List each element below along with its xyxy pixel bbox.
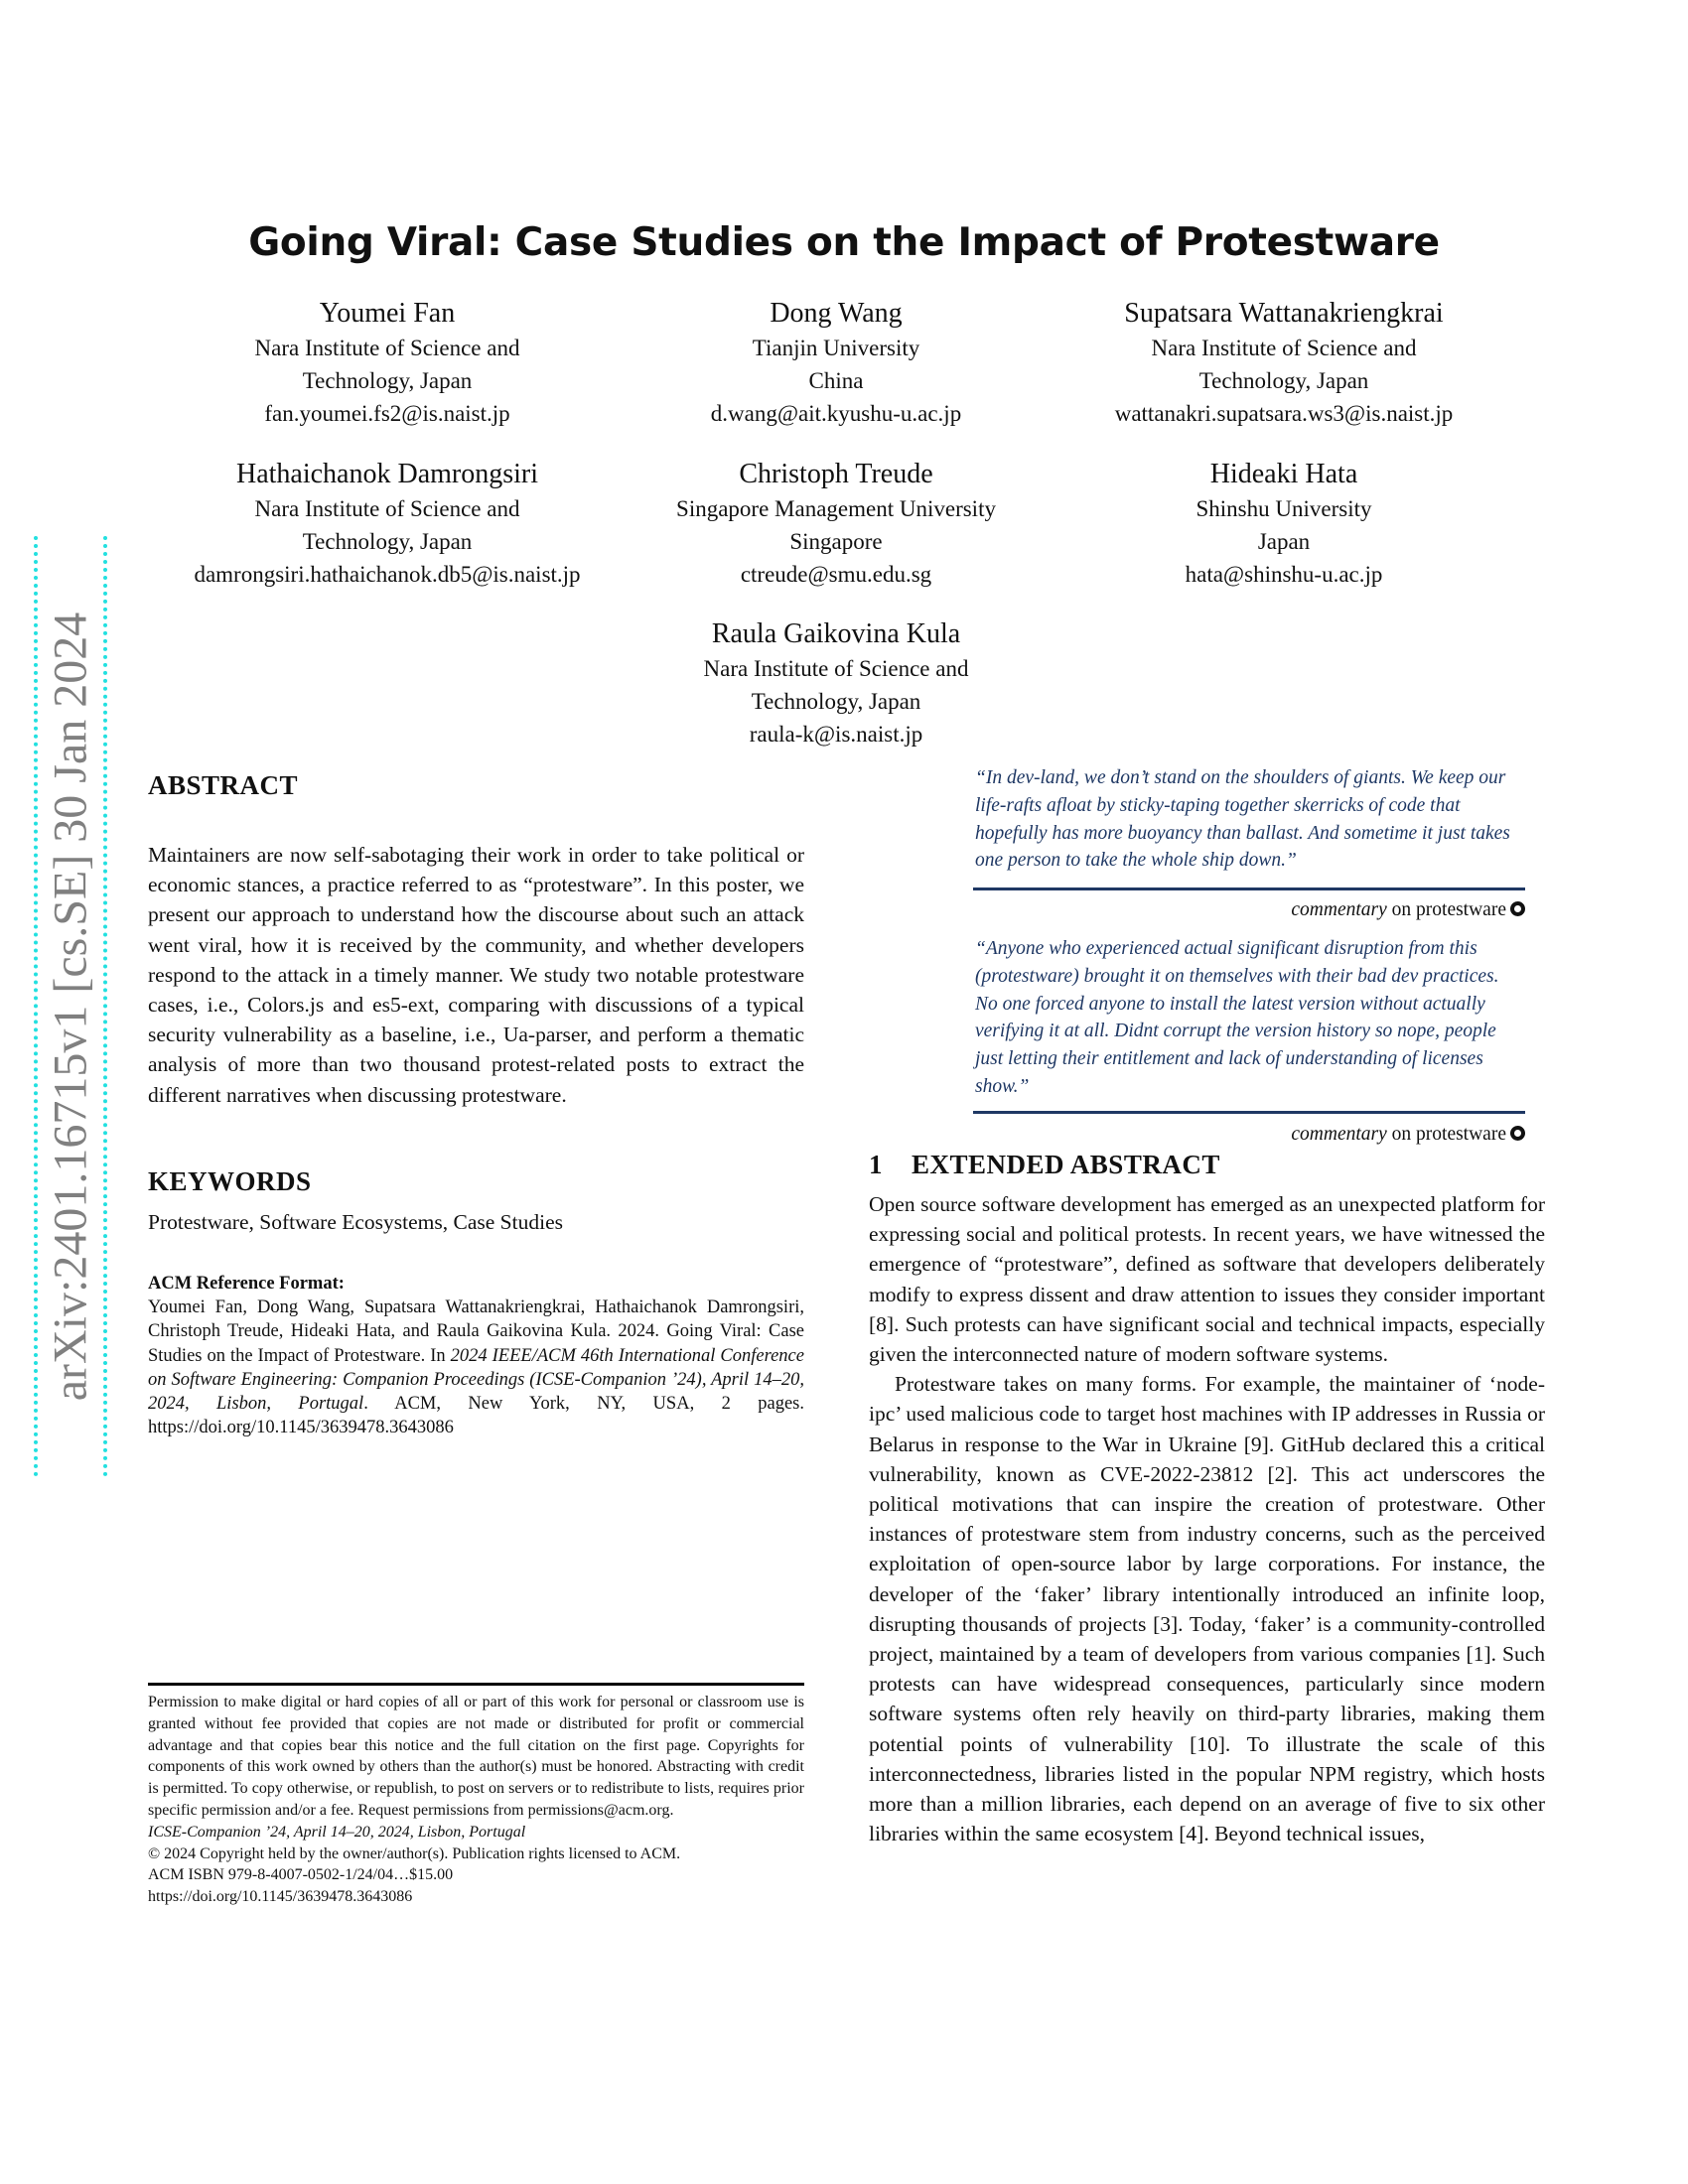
acm-reference-heading: ACM Reference Format:	[148, 1274, 345, 1294]
permission-notice: Permission to make digital or hard copies of all or part of this work for personal or classroom use is granted without fee provided that copies are not made or distributed for profit or commercial advantage and that copies bear this notice and the full citation on the first page. Copyrights for components of this work owned by others than the author(s) must be honored. Abstracting with credit is permitted. To copy otherwise, or republish, to post on servers or to redistribute to lists, requires prior specific permission and/or a fee. Request permissions from permissions@acm.org.	[148, 1694, 804, 1819]
author-affiliation: Japan	[1257, 529, 1311, 554]
author-affiliation: Technology, Japan	[751, 689, 921, 714]
quote-1: “In dev-land, we don’t stand on the shoulders of giants. We keep our life-rafts afloat by sticky-taping together skerricks of code that hopefully has more buoyancy than ballast. And sometime it just takes one person to take the whole ship down.”	[975, 767, 1510, 872]
copyright-line: © 2024 Copyright held by the owner/author(s). Publication rights licensed to ACM.	[148, 1844, 681, 1862]
keywords-heading: KEYWORDS	[148, 1166, 312, 1196]
author-affiliation: Singapore	[789, 529, 883, 554]
author-email: damrongsiri.hathaichanok.db5@is.naist.jp	[194, 562, 581, 587]
author-block	[578, 616, 1094, 751]
author-block	[1026, 296, 1542, 430]
venue-line: ICSE-Companion ’24, April 14–20, 2024, Lisbon, Portugal	[148, 1823, 526, 1841]
author-name: Hideaki Hata	[1209, 459, 1358, 489]
quote-rule	[973, 887, 1525, 890]
arxiv-stamp	[34, 536, 107, 1477]
author-email: wattanakri.supatsara.ws3@is.naist.jp	[1114, 401, 1454, 426]
author-name: Hathaichanok Damrongsiri	[235, 459, 539, 489]
acm-reference-venue: 2024 IEEE/ACM 46th International Conference on Software Engineering: Companion Proceedings (ICSE-Companion ’24), April 14–20, 2024, Lisbon, Portugal	[148, 1345, 804, 1415]
author-affiliation: Technology, Japan	[1198, 368, 1369, 393]
isbn-line: ACM ISBN 979-8-4007-0502-1/24/04…$15.00	[148, 1866, 454, 1884]
author-block	[129, 457, 645, 591]
paragraph: Open source software development has emerged as an unexpected platform for expressing social and political protests. In recent years, we have witnessed the emergence of “protestware”, defined as software that developers deliberately modify to express dissent and draw attention to issues they consider important [8]. Such protests can have significant social and technical impacts, especially given the interconnected nature of modern software systems.	[869, 1192, 1545, 1367]
author-block	[578, 457, 1094, 591]
paragraph: Protestware takes on many forms. For example, the maintainer of ‘node-ipc’ used malicious code to target host machines with IP addresses in Russia or Belarus in response to the War in Ukraine [9]. GitHub declared this a critical vulnerability, known as CVE-2022-23812 [2]. This act underscores the political motivations that can inspire the creation of protestware. Other instances of protestware stem from industry concerns, such as the perceived exploitation of open-source labor by large corporations. For instance, the developer of the ‘faker’ library intentionally introduced an infinite loop, disrupting thousands of projects [3]. Today, ‘faker’ is a community-controlled project, maintained by a team of developers from various companies [1]. Such protests can have widespread consequences, particularly since modern software systems often rely heavily on third-party libraries, making them potential points of vulnerability [10]. To illustrate the scale of this interconnectedness, libraries listed in the popular NPM registry, which hosts more than a million libraries, each depend on an average of five to six other libraries within the same ecosystem [4]. Beyond technical issues,	[869, 1372, 1545, 1846]
author-affiliation: Singapore Management University	[676, 496, 996, 521]
author-affiliation: Tianjin University	[752, 336, 920, 360]
section-heading: 1 EXTENDED ABSTRACT	[869, 1150, 1220, 1179]
footnote-rule	[148, 1683, 804, 1686]
abstract-heading: ABSTRACT	[148, 770, 299, 800]
abstract-text: Maintainers are now self-sabotaging their work in order to take political or economic stances, a practice referred to as “protestware”. In this poster, we present our approach to understand how the discourse about such an attack went viral, how it is received by the community, and whether developers respond to the attack in a timely manner. We study two notable protestware cases, i.e., Colors.js and es5-ext, comparing with discussions of a typical security vulnerability as a baseline, i.e., Ua-parser, and perform a thematic analysis of more than two thousand protest-related posts to extract the different narratives when discussing protestware.	[148, 843, 804, 1107]
attribution-text: on protestware	[1386, 899, 1506, 920]
acm-reference-text: . ACM, New York, NY, USA, 2 pages. https://doi.org/10.1145/3639478.3643086	[148, 1394, 804, 1438]
author-block	[1026, 457, 1542, 591]
attribution-italic: commentary	[1291, 899, 1387, 920]
author-email: fan.youmei.fs2@is.naist.jp	[264, 401, 510, 426]
author-email: raula-k@is.naist.jp	[749, 722, 923, 747]
acm-reference-text: Youmei Fan, Dong Wang, Supatsara Wattanakriengkrai, Hathaichanok Damrongsiri, Christoph Treude, Hideaki Hata, and Raula Gaikovina Kula. 2024. Going Viral: Case Studies on the Impact of Protestware. In	[148, 1297, 804, 1366]
author-block	[578, 296, 1094, 430]
author-email: d.wang@ait.kyushu-u.ac.jp	[710, 401, 962, 426]
doi-line: https://doi.org/10.1145/3639478.3643086	[148, 1888, 413, 1906]
author-block	[129, 296, 645, 430]
author-affiliation: Technology, Japan	[302, 529, 473, 554]
keywords-text: Protestware, Software Ecosystems, Case Studies	[148, 1210, 563, 1234]
quote-2: “Anyone who experienced actual significant disruption from this (protestware) brought it on themselves with their bad dev practices. No one forced anyone to install the latest version without actually verifying it at all. Didnt corrupt the version history so nope, people just letting their entitlement and lack of understanding of licenses show.”	[975, 938, 1499, 1097]
quote-rule	[973, 1111, 1525, 1114]
author-affiliation: Nara Institute of Science and	[254, 496, 520, 521]
author-name: Supatsara Wattanakriengkrai	[1124, 298, 1444, 329]
acm-reference	[148, 1272, 804, 1439]
arxiv-identifier: arXiv:2401.16715v1 [cs.SE] 30 Jan 2024	[44, 612, 97, 1402]
github-icon	[1510, 901, 1525, 916]
author-affiliation: Nara Institute of Science and	[1151, 336, 1417, 360]
author-email: ctreude@smu.edu.sg	[740, 562, 932, 587]
author-name: Christoph Treude	[739, 459, 933, 489]
author-email: hata@shinshu-u.ac.jp	[1185, 562, 1383, 587]
attribution-italic: commentary	[1291, 1124, 1387, 1145]
author-name: Youmei Fan	[319, 298, 456, 329]
section-body	[869, 1189, 1545, 1848]
github-icon	[1510, 1126, 1525, 1141]
author-affiliation: China	[808, 368, 864, 393]
footnote	[148, 1692, 804, 1908]
author-name: Dong Wang	[770, 298, 903, 329]
paper-title: Going Viral: Case Studies on the Impact of Protestware	[248, 220, 1440, 265]
attribution-text: on protestware	[1386, 1124, 1506, 1145]
quote-attribution	[1291, 899, 1525, 921]
author-affiliation: Shinshu University	[1196, 496, 1372, 521]
author-affiliation: Nara Institute of Science and	[254, 336, 520, 360]
author-name: Raula Gaikovina Kula	[711, 618, 961, 649]
quote-attribution	[1291, 1124, 1525, 1146]
author-affiliation: Technology, Japan	[302, 368, 473, 393]
author-affiliation: Nara Institute of Science and	[703, 656, 969, 681]
